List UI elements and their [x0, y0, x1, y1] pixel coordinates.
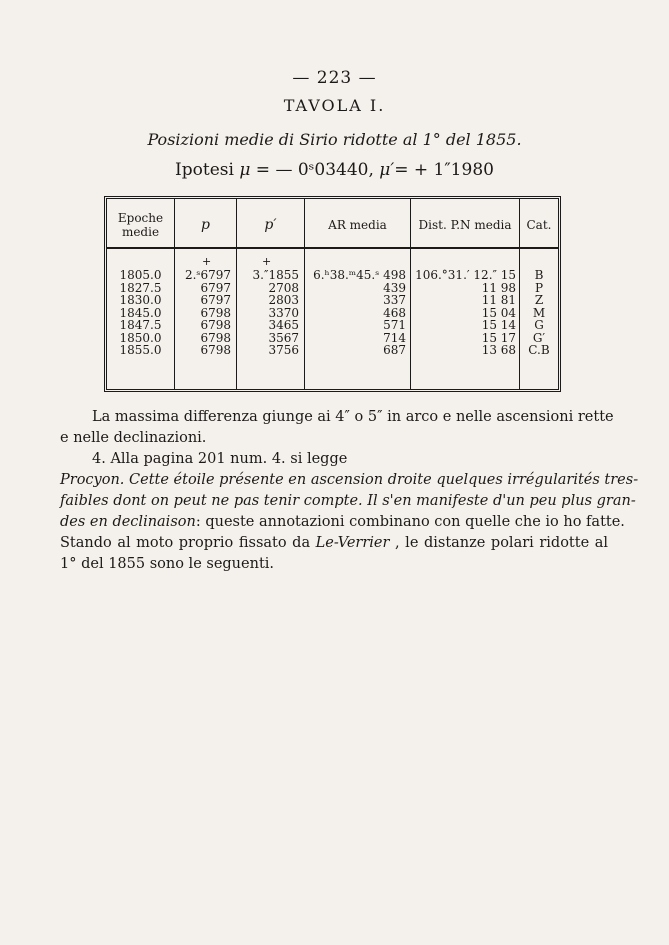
hypothesis-mu-value: = — 0ˢ03440, — [255, 160, 374, 180]
column-p-prime — [237, 269, 299, 357]
quote-line: faibles dont on peut ne pas tenir compte. Il s'en manifeste d'un peu plus gran- — [60, 493, 636, 509]
hypothesis-line — [0, 160, 669, 180]
table-cell: C.B — [528, 343, 550, 357]
table-cell: 11 — [481, 293, 497, 307]
text-line — [60, 533, 608, 554]
table-cell: 3.″1855 — [252, 268, 299, 282]
header-p-prime: p′ — [264, 217, 277, 233]
table-cell: 2708 — [268, 280, 299, 295]
column-p — [175, 269, 231, 357]
table-cell: 13 — [481, 343, 497, 357]
mu-prime-symbol: μ′ — [379, 160, 395, 180]
table-cell: M — [532, 305, 546, 320]
table-caption: Posizioni medie di Sirio ridotte al 1° del 1855. — [147, 130, 522, 149]
table-cell: 1805.0 — [119, 268, 162, 282]
table-cell: 3756 — [268, 343, 299, 357]
text-line: e nelle declinazioni. — [60, 430, 207, 446]
table-cell: 04 — [500, 305, 516, 320]
table-cell: 2.ˢ6797 — [184, 268, 231, 282]
text-fragment: , le distanze polari ridotte al — [389, 535, 608, 551]
table-cell: 1830.0 — [119, 293, 162, 307]
table-cell: 3370 — [268, 305, 299, 320]
table-cell: 1845.0 — [119, 305, 162, 320]
table-cell: Z — [534, 293, 544, 307]
table-cell: 468 — [383, 305, 406, 320]
text-fragment: : queste annotazioni combinano con quelle che io ho fatte. — [195, 514, 625, 530]
column-dist-frac — [497, 269, 516, 357]
table-cell: 714 — [383, 330, 406, 345]
table-cell: 15 — [481, 318, 497, 332]
table-cell: 3465 — [268, 318, 299, 332]
table-title: TAVOLA I. — [283, 96, 386, 115]
table-cell: 1855.0 — [119, 343, 162, 357]
table-cell: 1827.5 — [119, 280, 162, 295]
text-line — [60, 512, 625, 533]
table-cell: 15 — [500, 268, 516, 282]
table-cell: 439 — [383, 280, 406, 295]
table-cell: 687 — [383, 343, 406, 357]
table-cell: B — [534, 268, 544, 282]
table-cell: 6798 — [200, 305, 231, 320]
header-epoche: Epoche medie — [117, 211, 164, 239]
header-ar-media: AR media — [328, 218, 387, 232]
table-cell: 15 — [481, 305, 497, 320]
author-name: Le-Verrier — [315, 535, 390, 551]
hypothesis-mu-prime-value: = + 1″1980 — [394, 160, 494, 180]
column-ar-media — [305, 269, 406, 357]
table-cell: 6.ʰ38.ᵐ45.ˢ 498 — [313, 268, 406, 282]
column-epoch — [107, 269, 174, 357]
header-p: p — [201, 217, 210, 233]
table-cell: 15 — [481, 330, 497, 345]
table-cell: 1847.5 — [119, 318, 162, 332]
table-cell: 571 — [383, 318, 406, 332]
text-line: La massima differenza giunge ai 4″ o 5″ in arco e nelle ascensioni rette — [92, 409, 614, 425]
quote-line: Procyon. Cette étoile présente en ascension droite quelques irrégularités tres- — [60, 472, 639, 488]
table-cell: 81 — [500, 293, 516, 307]
hypothesis-prefix: Ipotesi — [175, 160, 234, 180]
table-cell: G′ — [532, 330, 546, 345]
dagger-mark: + — [202, 255, 212, 268]
table-cell: 6798 — [200, 330, 231, 345]
table-cell: 106.°31.′ 12.″ — [415, 268, 497, 282]
table-cell: 2803 — [268, 293, 299, 307]
header-rule — [107, 247, 558, 249]
table-cell: 17 — [500, 330, 516, 345]
table-cell: P — [534, 280, 544, 295]
dagger-mark: + — [262, 255, 272, 268]
positions-table — [104, 196, 561, 392]
table-cell: 98 — [500, 280, 516, 295]
header-dist-pn: Dist. P.N media — [418, 218, 512, 232]
page-number: — 223 — — [292, 68, 377, 88]
table-cell: G — [534, 318, 544, 332]
table-cell: 6797 — [200, 293, 231, 307]
table-cell: 6798 — [200, 343, 231, 357]
text-fragment: Stando al moto proprio fissato da — [60, 535, 316, 551]
table-cell: 6798 — [200, 318, 231, 332]
table-cell: 68 — [500, 343, 516, 357]
text-line: 4. Alla pagina 201 num. 4. si legge — [92, 451, 348, 467]
table-cell: 3567 — [268, 330, 299, 345]
header-cat: Cat. — [526, 218, 552, 232]
paragraph-procyon — [60, 449, 639, 575]
quote-fragment: des en declinaison — [60, 514, 196, 530]
text-line: 1° del 1855 sono le seguenti. — [60, 556, 275, 572]
mu-symbol: μ — [239, 160, 251, 180]
table-cell: 337 — [383, 293, 406, 307]
paragraph-difference — [60, 407, 614, 449]
table-cell: 6797 — [200, 280, 231, 295]
table-cell: 11 — [481, 280, 497, 295]
column-dist-main — [411, 269, 497, 357]
column-cat — [520, 269, 558, 357]
table-cell: 14 — [500, 318, 516, 332]
table-cell: 1850.0 — [119, 330, 162, 345]
